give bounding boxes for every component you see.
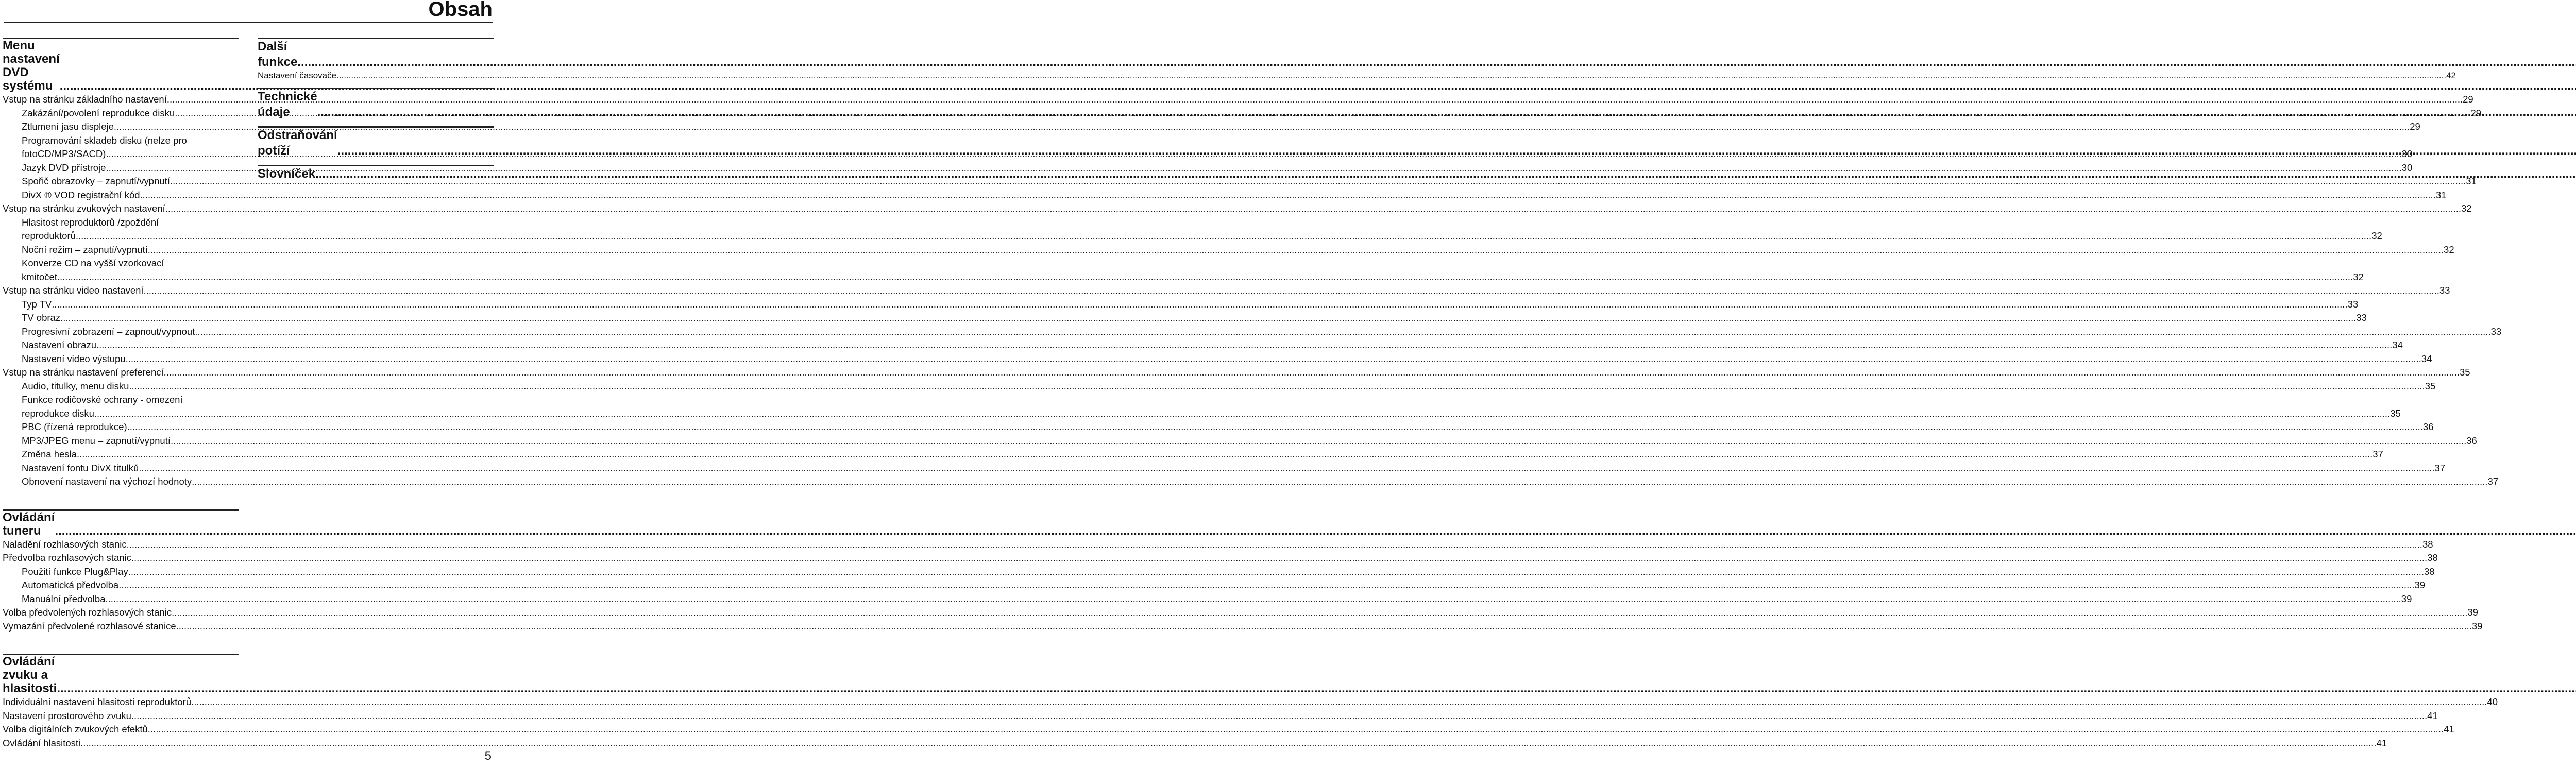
toc-entry[interactable]: [3, 257, 239, 270]
toc-section-slovnicek: [258, 165, 494, 182]
toc-entry[interactable]: [3, 475, 2499, 489]
entry-label: Funkce rodičovské ochrany - omezení: [22, 394, 183, 405]
entry-label: Jazyk DVD přístroje: [22, 162, 106, 173]
toc-entry[interactable]: [3, 462, 2446, 475]
toc-section-odstranovani-potizi: [258, 126, 494, 159]
entry-label: Typ TV: [22, 298, 52, 310]
dot-leader: [131, 709, 2427, 723]
toc-entry[interactable]: [3, 380, 2436, 394]
entry-page-number: 32: [2353, 271, 2364, 282]
section-title: Další funkce: [258, 40, 298, 69]
toc-section-header[interactable]: [3, 511, 239, 538]
toc-entry[interactable]: [3, 175, 2477, 189]
dot-leader: [127, 538, 2422, 552]
entry-page-number: 33: [2356, 312, 2367, 323]
entry-label: Obnovení nastavení na výchozí hodnoty: [22, 476, 192, 487]
entry-page-number: 35: [2390, 407, 2401, 419]
page-number: 5: [484, 749, 492, 763]
entry-label: Programování skladeb disku (nelze pro: [22, 134, 187, 146]
dot-leader: [171, 434, 2466, 448]
entry-page-number: 37: [2434, 462, 2446, 473]
dot-leader: [336, 70, 2446, 81]
toc-entry[interactable]: [258, 70, 2456, 81]
section-title: Ovládání zvuku a hlasitosti: [3, 655, 57, 695]
dot-leader: [126, 352, 2421, 366]
entry-label: Vymazání předvolené rozhlasové stanice: [3, 620, 176, 632]
entry-page-number: 41: [2427, 710, 2438, 721]
dot-leader: [127, 420, 2423, 434]
entry-label: Volba digitálních zvukových efektů: [3, 724, 148, 735]
entry-page-number: 35: [2459, 367, 2470, 378]
entry-label: Individuální nastavení hlasitosti reproduktorů: [3, 696, 192, 707]
toc-entry[interactable]: [3, 202, 2472, 216]
toc-entry[interactable]: [3, 229, 2382, 243]
entry-page-number: 33: [2439, 285, 2450, 296]
page-title: Obsah: [428, 0, 493, 21]
entry-label: Ovládání hlasitosti: [3, 737, 81, 748]
entry-page-number: 30: [2401, 162, 2413, 173]
entry-page-number: 38: [2427, 552, 2438, 563]
entry-label: Nastavení obrazu: [22, 339, 97, 350]
entry-page-number: 32: [2371, 230, 2382, 241]
entry-page-number: 40: [2487, 696, 2498, 707]
entry-label: TV obraz: [22, 312, 61, 323]
toc-section-header[interactable]: [3, 39, 239, 93]
toc-entry[interactable]: [3, 737, 2387, 750]
toc-section-header[interactable]: [258, 39, 494, 70]
entry-label: Nastavení video výstupu: [22, 353, 126, 364]
entry-label: Hlasitost reproduktorů /zpoždění: [22, 216, 159, 228]
toc-entry[interactable]: [3, 448, 2383, 462]
entry-page-number: 30: [2401, 148, 2413, 159]
top-rule: [4, 22, 493, 23]
dot-leader: [195, 325, 2490, 339]
entry-page-number: 36: [2422, 421, 2434, 432]
dot-leader: [118, 578, 2414, 592]
toc-entry[interactable]: [3, 325, 2502, 339]
toc-section-dalsi-funkce: [258, 38, 2456, 81]
entry-label: fotoCD/MP3/SACD): [22, 148, 106, 159]
dot-leader: [129, 380, 2425, 394]
entry-label: Progresivní zobrazení – zapnout/vypnout: [22, 326, 195, 337]
entry-page-number: 35: [2425, 380, 2436, 391]
dot-leader: [337, 143, 2576, 159]
toc-entry[interactable]: [3, 338, 2403, 352]
toc-entry[interactable]: [3, 565, 2435, 579]
entry-label: Automatická předvolba: [22, 579, 119, 590]
section-title: Ovládání tuneru: [3, 510, 55, 538]
dot-leader: [317, 105, 2576, 120]
toc-entry[interactable]: [3, 407, 2401, 421]
entry-label: MP3/JPEG menu – zapnutí/vypnutí: [22, 435, 171, 446]
toc-entry[interactable]: [3, 352, 2432, 366]
section-title: Menu nastavení DVD systému: [3, 39, 60, 93]
dot-leader: [57, 682, 2576, 695]
toc-entry[interactable]: [3, 243, 2454, 257]
entry-label: reproduktorů: [22, 230, 76, 241]
toc-entry[interactable]: [3, 107, 2482, 121]
entry-page-number: 32: [2461, 203, 2472, 214]
entry-label: Vstup na stránku nastavení preferencí: [3, 367, 164, 378]
entry-page-number: 39: [2467, 607, 2478, 618]
dot-leader: [140, 189, 2436, 202]
entry-page-number: 39: [2401, 593, 2412, 604]
toc-entry[interactable]: [3, 189, 2447, 202]
toc-entry[interactable]: [3, 216, 239, 230]
toc-entry[interactable]: [3, 298, 2359, 312]
toc-entry[interactable]: [3, 270, 2364, 284]
toc-entry[interactable]: [3, 420, 2434, 434]
toc-entry[interactable]: [3, 551, 2438, 565]
toc-entry[interactable]: [3, 695, 2498, 709]
entry-page-number: 41: [2376, 737, 2387, 748]
dot-leader: [55, 524, 2576, 538]
entry-label: kmitočet: [22, 271, 57, 282]
entry-label: Použití funkce Plug&Play: [22, 566, 128, 577]
entry-page-number: 34: [2421, 353, 2432, 364]
entry-label: Vstup na stránku zvukových nastavení: [3, 203, 165, 214]
dot-leader: [96, 338, 2392, 352]
dot-leader: [164, 366, 2460, 380]
toc-section-header[interactable]: [258, 89, 494, 120]
toc-entry[interactable]: [3, 592, 2412, 606]
entry-label: Spořič obrazovky – zapnutí/vypnutí: [22, 176, 170, 186]
entry-page-number: 41: [2444, 724, 2454, 735]
toc-entry[interactable]: [3, 709, 2438, 723]
entry-page-number: 29: [2470, 107, 2482, 118]
toc-entry[interactable]: [3, 120, 2420, 134]
toc-entry[interactable]: [3, 606, 2478, 620]
entry-label: Předvolba rozhlasových stanic: [3, 552, 131, 563]
dot-leader: [315, 166, 2576, 182]
entry-page-number: 33: [2490, 326, 2502, 337]
toc-entry[interactable]: [3, 366, 2470, 380]
dot-leader: [57, 270, 2353, 284]
toc-section-header[interactable]: [258, 166, 494, 182]
toc-entry[interactable]: [3, 93, 2473, 107]
entry-label: PBC (řízená reprodukce): [22, 421, 127, 432]
toc-entry[interactable]: [3, 620, 2483, 634]
entry-label: Zakázání/povolení reprodukce disku: [22, 107, 175, 118]
entry-page-number: 34: [2392, 339, 2403, 350]
entry-page-number: 36: [2466, 435, 2477, 446]
toc-section-ovladani-tuneru: [3, 509, 2483, 634]
dot-leader: [52, 298, 2347, 312]
dot-leader: [94, 407, 2390, 421]
entry-page-number: 33: [2347, 298, 2359, 310]
entry-label: Nastavení prostorového zvuku: [3, 710, 131, 721]
dot-leader: [139, 462, 2434, 475]
toc-entry[interactable]: [3, 393, 239, 407]
entry-label: Změna hesla: [22, 449, 77, 459]
toc-section-header[interactable]: [258, 128, 494, 159]
toc-entry[interactable]: [3, 147, 2413, 161]
entry-page-number: 37: [2372, 449, 2383, 459]
dot-leader: [192, 475, 2487, 489]
dot-leader: [128, 565, 2424, 579]
dot-leader: [148, 243, 2444, 257]
entry-page-number: 38: [2422, 538, 2433, 550]
dot-leader: [297, 55, 2576, 70]
entry-label: Audio, titulky, menu disku: [22, 380, 129, 391]
dot-leader: [172, 606, 2467, 620]
entry-label: Nastavení fontu DivX titulků: [22, 462, 139, 473]
dot-leader: [144, 284, 2439, 298]
entry-label: Manuální předvolba: [22, 593, 106, 604]
toc-entry[interactable]: [3, 134, 239, 148]
toc-section-technicke-udaje: [258, 88, 494, 120]
entry-label: DivX ® VOD registrační kód: [22, 189, 140, 200]
dot-leader: [191, 695, 2487, 709]
toc-entry[interactable]: [3, 723, 2454, 737]
dot-leader: [106, 592, 2401, 606]
toc-entry[interactable]: [3, 434, 2477, 448]
section-title: Odstraňování potíží: [258, 128, 337, 158]
toc-entry[interactable]: [3, 578, 2426, 592]
section-title: Slovníček: [258, 167, 316, 181]
entry-label: Ztlumení jasu displeje: [22, 121, 114, 132]
entry-page-number: 42: [2446, 71, 2456, 80]
dot-leader: [60, 311, 2356, 325]
entry-label: Konverze CD na vyšší vzorkovací: [22, 258, 164, 268]
dot-leader: [77, 448, 2372, 462]
entry-page-number: 39: [2471, 620, 2483, 632]
entry-page-number: 39: [2414, 579, 2426, 590]
entry-page-number: 29: [2463, 94, 2473, 105]
entry-page-number: 38: [2424, 566, 2435, 577]
section-title: Technické údaje: [258, 90, 317, 119]
entry-label: Volba předvolených rozhlasových stanic: [3, 607, 172, 618]
entry-label: Naladění rozhlasových stanic: [3, 538, 127, 550]
toc-section-ovladani-zvuku-a-hlasitosti: [3, 654, 2498, 750]
entry-page-number: 32: [2444, 244, 2454, 255]
entry-label: Nastavení časovače: [258, 71, 337, 80]
entry-label: Noční režim – zapnutí/vypnutí: [22, 244, 148, 255]
entry-page-number: 31: [2466, 176, 2477, 186]
dot-leader: [165, 202, 2461, 216]
entry-page-number: 37: [2487, 476, 2499, 487]
toc-entry[interactable]: [3, 284, 2450, 298]
toc-entry[interactable]: [3, 538, 2433, 552]
entry-label: Vstup na stránku video nastavení: [3, 285, 144, 296]
entry-label: reprodukce disku: [22, 407, 94, 419]
dot-leader: [148, 723, 2444, 737]
dot-leader: [176, 620, 2472, 634]
toc-entry[interactable]: [3, 311, 2367, 325]
entry-page-number: 31: [2435, 189, 2447, 200]
entry-label: Vstup na stránku základního nastavení: [3, 94, 167, 105]
dot-leader: [131, 551, 2427, 565]
entry-page-number: 29: [2410, 121, 2420, 132]
toc-section-header[interactable]: [3, 655, 239, 695]
dot-leader: [80, 737, 2376, 750]
dot-leader: [76, 229, 2371, 243]
